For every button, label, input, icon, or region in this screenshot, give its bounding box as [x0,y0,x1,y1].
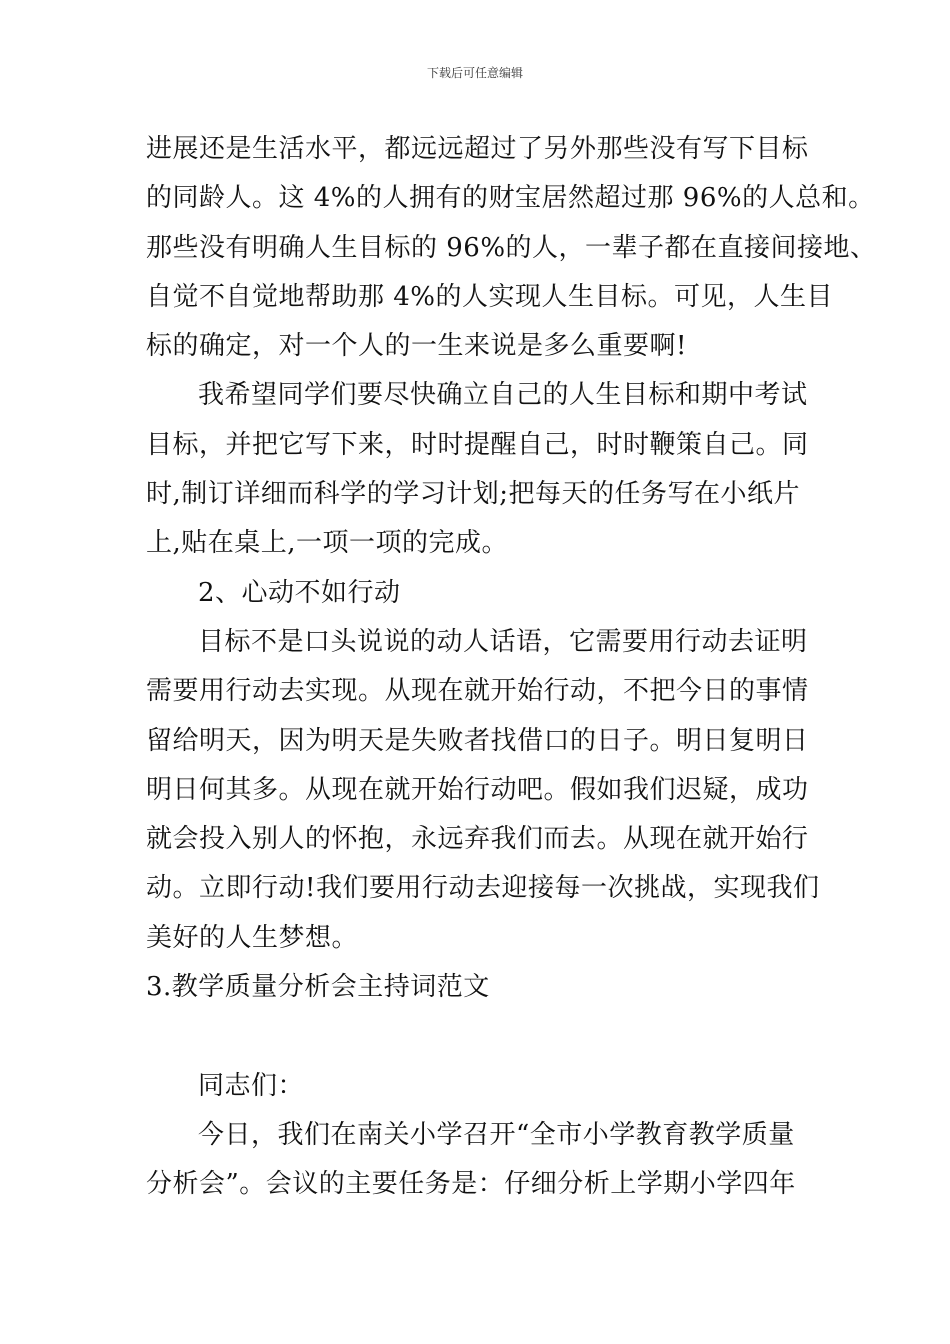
paragraph-start-line: 我希望同学们要尽快确立自己的人生目标和期中考试 [198,380,808,411]
blank-line [146,1012,836,1061]
salutation: 同志们： [198,1070,305,1101]
document-body [146,125,877,1210]
text-line: 美好的人生梦想。 [146,922,359,953]
text-line: 进展还是生活水平，都远远超过了另外那些没有写下目标 [146,134,809,164]
article-title: 3.教学质量分析会主持词范文 [146,972,490,1003]
text-line: 分析会”。会议的主要任务是：仔细分析上学期小学四年 [146,1169,796,1200]
paragraph-start-line: 今日，我们在南关小学召开“全市小学教育教学质量 [198,1119,795,1150]
text-line: 目标，并把它写下来，时时提醒自己，时时鞭策自己。同 [146,429,809,460]
text-line: 自觉不自觉地帮助那 4%的人实现人生目标。可见，人生目 [146,281,834,312]
text-line: 上,贴在桌上,一项一项的完成。 [146,528,509,559]
text-line: 明日何其多。从现在就开始行动吧。假如我们迟疑，成功 [146,774,809,805]
page-header: 下载后可任意编辑 [426,66,523,80]
text-line: 动。立即行动!我们要用行动去迎接每一次挑战，实现我们 [146,873,820,904]
text-line: 就会投入别人的怀抱，永远弃我们而去。从现在就开始行 [146,824,809,855]
section-heading: 2、心动不如行动 [198,577,401,608]
paragraph-start-line: 目标不是口头说说的动人话语，它需要用行动去证明 [198,626,808,657]
text-line: 留给明天，因为明天是失败者找借口的日子。明日复明日 [146,725,809,756]
text-line: 的同龄人。这 4%的人拥有的财宝居然超过那 96%的人总和。 [146,183,875,214]
text-line: 需要用行动去实现。从现在就开始行动，不把今日的事情 [146,676,809,707]
text-line: 那些没有明确人生目标的 96%的人，一辈子都在直接间接地、 [146,232,877,263]
text-line: 标的确定，对一个人的一生来说是多么重要啊! [146,331,687,362]
text-line: 时,制订详细而科学的学习计划;把每天的任务写在小纸片 [146,479,801,510]
